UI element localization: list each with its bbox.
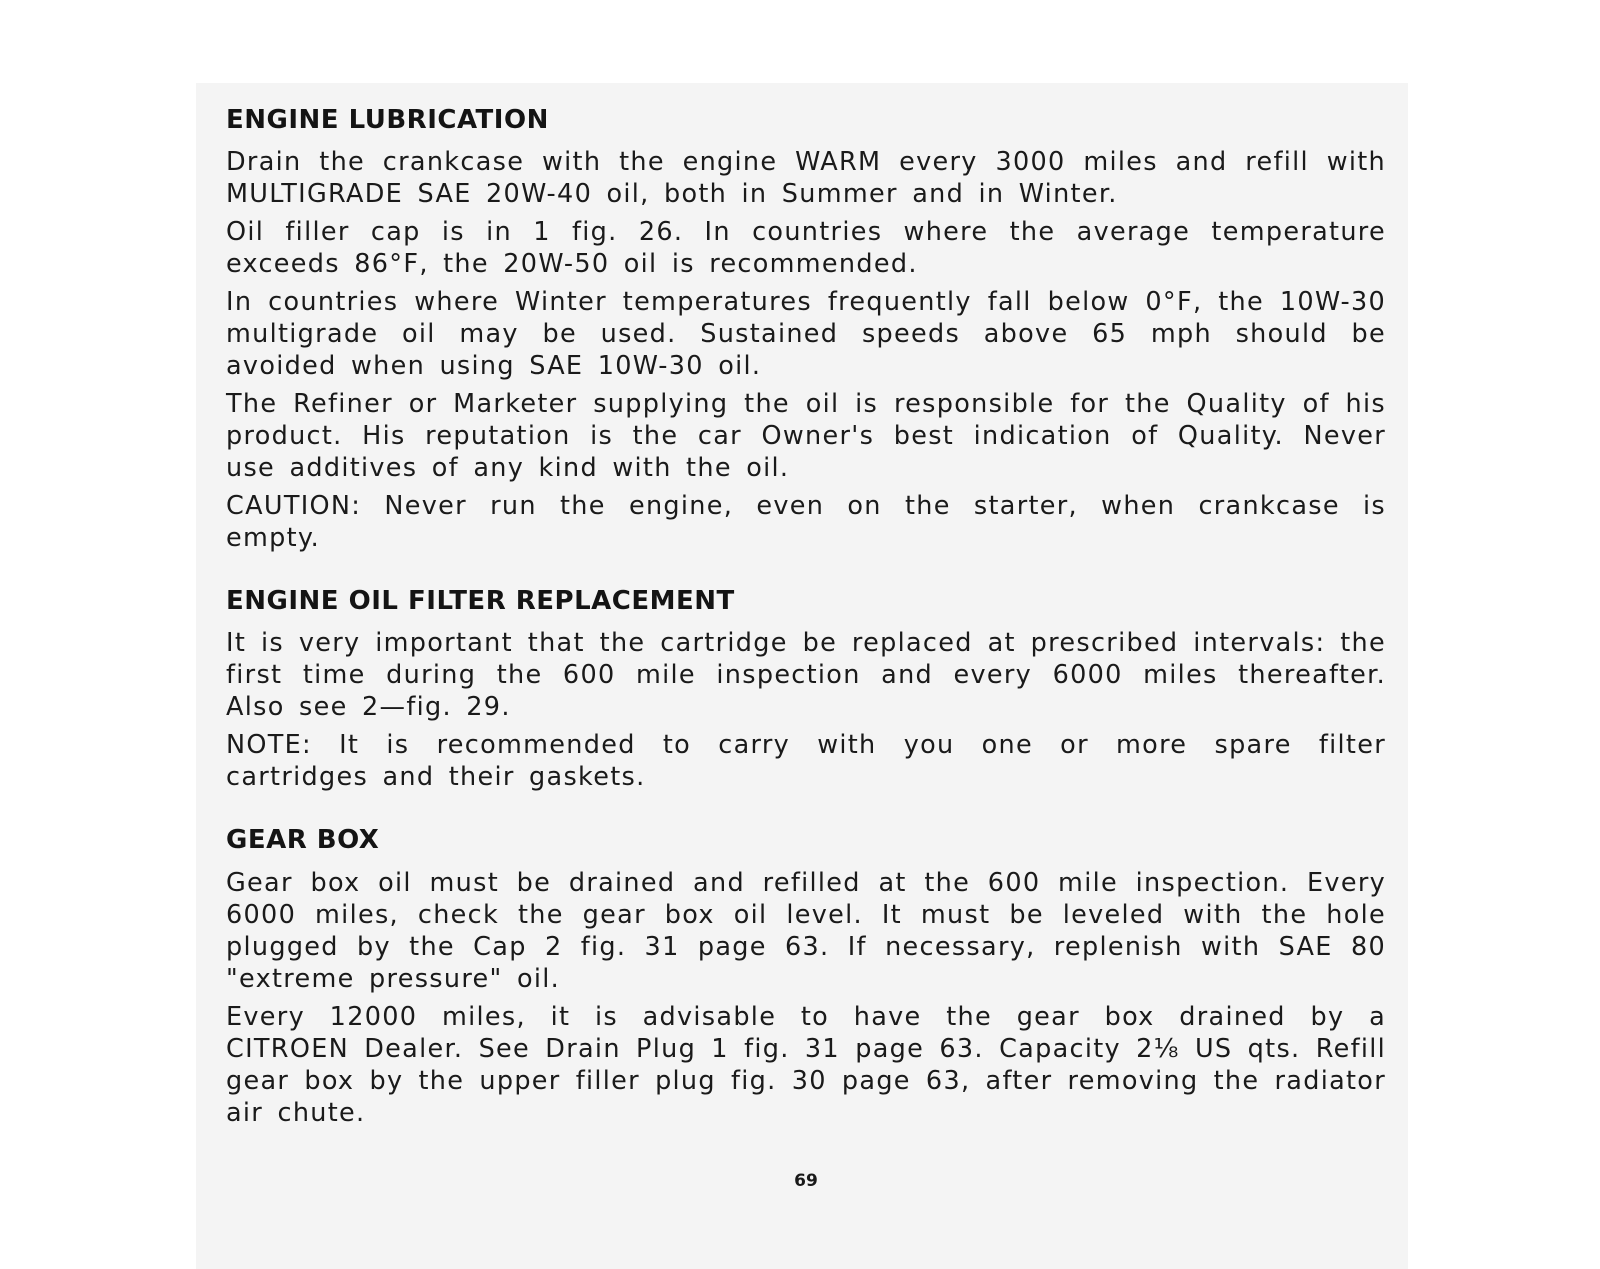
paragraph: In countries where Winter temperatures frequently fall below 0°F, the 10W-30 multigrade oil may be used. Sustained speeds above 65 mph should be avoided when using SAE 10W-30 oil. <box>226 287 1386 382</box>
section-heading: GEAR BOX <box>226 825 380 856</box>
section-engine-lubrication <box>226 105 1386 554</box>
paragraph: Every 12000 miles, it is advisable to have the gear box drained by a CITROEN Dealer. See Drain Plug 1 fig. 31 page 63. Capacity 2⅛ US qts. Refill gear box by the upper filler plug fig. 30 page 63, after removing the radiator air chute. <box>226 1001 1386 1128</box>
section-heading: ENGINE OIL FILTER REPLACEMENT <box>226 586 735 617</box>
section-heading: ENGINE LUBRICATION <box>226 105 549 135</box>
paragraph: Drain the crankcase with the engine WARM every 3000 miles and refill with MULTIGRADE SAE 20W-40 oil, both in Summer and in Winter. <box>226 147 1386 210</box>
section-gear-box <box>226 825 1386 1128</box>
paragraph: It is very important that the cartridge be replaced at prescribed intervals: the first time during the 600 mile inspection and every 6000 miles thereafter. Also see 2—fig. 29. <box>226 628 1386 723</box>
page-number: 69 <box>794 1171 818 1191</box>
section-engine-oil-filter-replacement <box>226 586 1386 793</box>
paragraph: Oil filler cap is in 1 fig. 26. In countries where the average temperature exceeds 86°F, the 20W-50 oil is recommended. <box>226 217 1386 280</box>
note-paragraph: NOTE: It is recommended to carry with you one or more spare filter cartridges and their gaskets. <box>226 730 1386 793</box>
page-content <box>226 105 1386 1191</box>
caution-paragraph: CAUTION: Never run the engine, even on the starter, when crankcase is empty. <box>226 491 1386 554</box>
manual-page <box>196 83 1408 1269</box>
paragraph: Gear box oil must be drained and refilled at the 600 mile inspection. Every 6000 miles, check the gear box oil level. It must be leveled with the hole plugged by the Cap 2 fig. 31 page 63. If necessary, replenish with SAE 80 "extreme pressure" oil. <box>226 867 1386 994</box>
paragraph: The Refiner or Marketer supplying the oil is responsible for the Quality of his product. His reputation is the car Owner's best indication of Quality. Never use additives of any kind with the oil. <box>226 389 1386 484</box>
